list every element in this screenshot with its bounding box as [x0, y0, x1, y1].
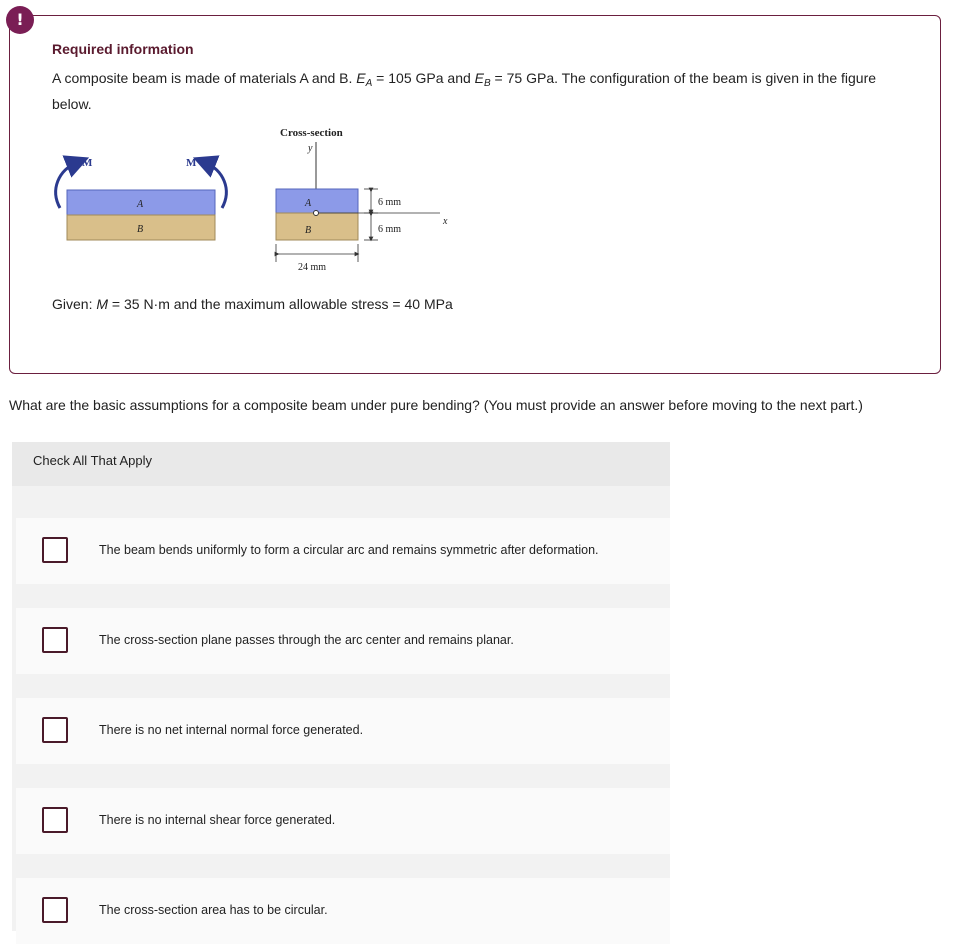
intro-text: A composite beam is made of materials A and B. $E_A = 105$ GPa and $E_B = 75$ GPa. The configuration of the beam is given in the figure below. [52, 70, 877, 112]
option-2[interactable] [16, 608, 670, 674]
options-panel [12, 442, 670, 931]
beam-label-a: A [137, 199, 144, 210]
option-4[interactable] [16, 788, 670, 854]
option-5-checkbox[interactable] [42, 897, 68, 923]
section-label-b: B [305, 225, 312, 236]
option-4-text: There is no internal shear force generated. [99, 813, 336, 827]
option-1[interactable] [16, 518, 670, 584]
option-1-checkbox[interactable] [42, 537, 68, 563]
cross-section-title: Cross-section [280, 127, 343, 139]
dim-width-label: 24 mm [298, 262, 327, 273]
option-3[interactable] [16, 698, 670, 764]
option-3-checkbox[interactable] [42, 717, 68, 743]
section-label-a: A [305, 198, 312, 209]
option-5-text: The cross-section area has to be circular. [99, 903, 328, 917]
axis-x-label: x [443, 216, 448, 227]
section-layer-a [276, 189, 358, 213]
beam-label-b: B [137, 224, 144, 235]
alert-icon: ! [6, 6, 34, 34]
check-all-label: Check All That Apply [33, 453, 152, 468]
option-2-text: The cross-section plane passes through the arc center and remains planar. [99, 633, 514, 647]
dim-top-label: 6 mm [378, 197, 402, 208]
option-2-checkbox[interactable] [42, 627, 68, 653]
axis-y-label: y [308, 143, 313, 154]
option-3-text: There is no net internal normal force generated. [99, 723, 364, 737]
option-4-checkbox[interactable] [42, 807, 68, 833]
beam-figure [40, 120, 480, 280]
section-layer-b [276, 213, 358, 240]
dim-bottom-label: 6 mm [378, 224, 402, 235]
question-text: What are the basic assumptions for a composite beam under pure bending? (You must provide an answer before moving to the next part.) [9, 397, 863, 413]
info-title: Required information [52, 41, 194, 57]
moment-right-label: M [186, 157, 197, 169]
given-text: Given: M = 35 N·m and the maximum allowable stress = 40 MPa [52, 296, 453, 312]
moment-left-label: M [82, 157, 93, 169]
option-1-text: The beam bends uniformly to form a circular arc and remains symmetric after deformation. [99, 543, 599, 557]
option-5[interactable] [16, 878, 670, 944]
